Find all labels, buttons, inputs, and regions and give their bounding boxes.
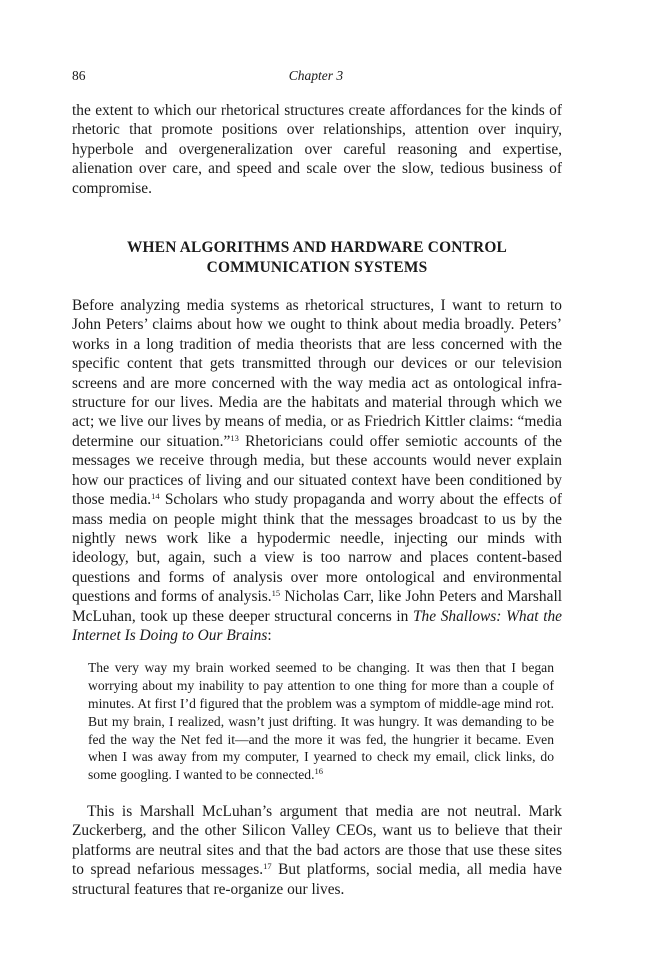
book-title: The Shallows: What the Internet Is Doing to Our Brains	[72, 607, 562, 644]
chapter-label: Chapter 3	[288, 68, 344, 83]
block-quote	[88, 659, 554, 784]
closing-paragraph-text-2: But platforms, social media, all media have structural features that re-organize our lives.	[72, 861, 562, 898]
main-paragraph-text-2: Rhetoricians could offer semiotic accounts of the messages we receive through media, but these accounts would never explain how our practices of living and our situated context have been conditioned by those media.	[72, 432, 563, 509]
closing-paragraph	[72, 802, 562, 899]
section-heading-line-2: COMMUNICATION SYSTEMS	[206, 259, 428, 277]
body-text	[72, 101, 562, 899]
main-paragraph	[72, 296, 562, 645]
section-heading-line-1: WHEN ALGORITHMS AND HARDWARE CONTROL	[126, 239, 508, 257]
main-paragraph-text-1: Before analyzing media systems as rhetorical structures, I want to return to John Peters’ claims about how we ought to think about media broadly. Peters’ works in a long tradition of media theorists that are less concerned with the specific content that gets transmitted through our devices or our television screens and are more concerned with the way media act as ontological infrastructure for our lives. Media are the habitats and material through which we act; we live our lives by means of media, or as Friedrich Kittler claims: “media determine our situation.”	[72, 297, 562, 450]
footnote-ref-15: 15	[271, 588, 281, 599]
footnote-ref-16: 16	[314, 766, 324, 777]
footnote-ref-17: 17	[263, 861, 272, 872]
block-quote-text: The very way my brain worked seemed to be changing. It was then that I began worrying about my inability to pay attention to one thing for more than a couple of minutes. At first I’d figured that the problem was a symptom of middle-age mind rot. But my brain, I realized, wasn’t just drifting. It was hungry. It was demanding to be fed the way the Net fed it—and the more it was fed, the hungrier it became. Even when I was away from my computer, I yearned to check my email, click links, do some googling. I wanted to be connected.	[88, 660, 554, 783]
main-paragraph-text-5: :	[267, 626, 272, 644]
intro-paragraph: the extent to which our rhetorical structures create affordances for the kinds of rhetoric that promote positions over relationships, attention over inquiry, hyperbole and overgeneralization over careful reasoning and expertise, alienation over care, and speed and scale over the slow, tedious business of compromise.	[72, 102, 562, 197]
main-paragraph-text-3: Scholars who study propaganda and worry about the effects of mass media on people might think that the messages broadcast to us by the nightly news work like a hypodermic needle, injecting our minds with ideology, but, again, such a view is too narrow and places content-based questions and forms of analysis over more ontological and environmental questions and forms of analysis.	[72, 491, 562, 606]
running-head	[72, 68, 560, 88]
section-heading	[72, 238, 562, 278]
footnote-ref-14: 14	[151, 491, 160, 502]
closing-paragraph-text-1: This is Marshall McLuhan’s argument that media are not neutral. Mark Zuckerberg, and the other Silicon Valley CEOs, want us to believe that their platforms are neutral sites and that the bad actors are those that use these sites to spread nefarious messages.	[72, 802, 562, 879]
page-number: 86	[72, 68, 86, 83]
footnote-ref-13: 13	[230, 432, 239, 443]
main-paragraph-text-4: Nicholas Carr, like John Peters and Marshall McLuhan, took up these deeper structural concerns in	[72, 588, 562, 625]
